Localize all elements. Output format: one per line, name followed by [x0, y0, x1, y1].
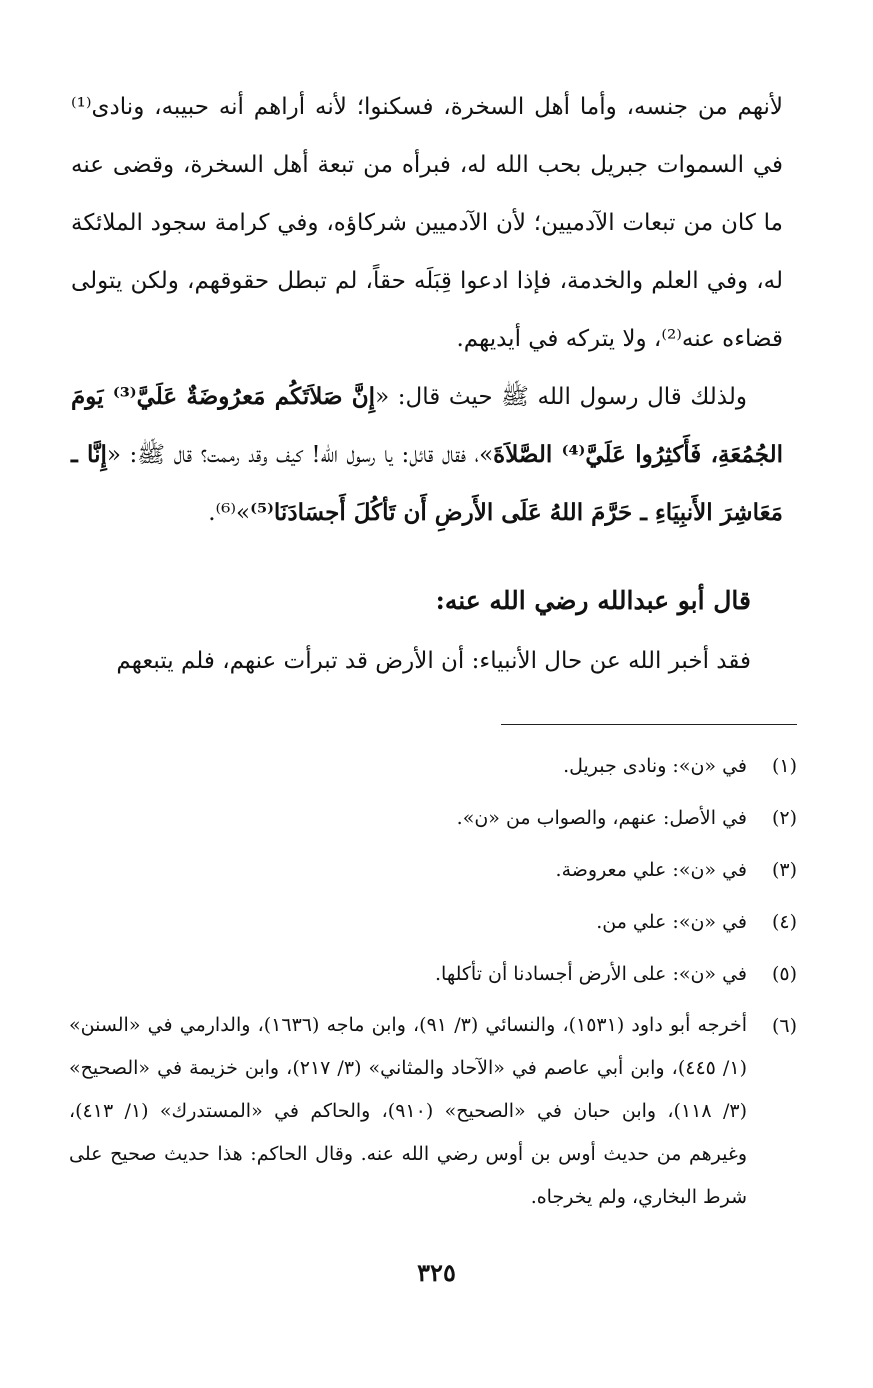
page-number: ٣٢٥	[417, 1258, 456, 1287]
footnote-text: في «ن»: ونادى جبريل.	[563, 755, 747, 777]
footnote-4	[69, 896, 797, 948]
footnote-number: (٣)	[771, 859, 797, 881]
footnote-text: في «ن»: على الأرض أجسادنا أن تأكلها.	[434, 963, 747, 985]
footnote-text: أخرجه أبو داود (١٥٣١)، والنسائي (٣/ ٩١)، وابن ماجه (١٦٣٦)، والدارمي في «السنن» (١/ ٤٤٥)، وابن أبي عاصم في «الآحاد والمثاني» (٣/ ٢١٧)، وابن خزيمة في «الصحيح» (٣/ ١١٨)، وابن حبان في «الصحيح» (٩١٠)، والحاكم في «المستدرك» (١/ ٤١٣)، وغيرهم من حديث أوس بن أوس رضي الله عنه. وقال الحاكم: هذا حديث صحيح على شرط البخاري، ولم يخرجاه.	[69, 1014, 747, 1208]
hadith-quote-1: إِنَّ صَلاَتَكُم مَعرُوضَةٌ عَلَيَّ⁽³⁾ يَومَ الجُمُعَةِ، فَأَكثِرُوا عَلَيَّ⁽⁴⁾ الصَّلاَةَ	[71, 383, 783, 468]
footnote-number: (٦)	[771, 1015, 797, 1037]
footnote-6	[69, 1000, 797, 1219]
footnote-2	[69, 792, 797, 844]
footnote-5	[69, 948, 797, 1000]
hadith-quote-2: إِنَّا ـ مَعَاشِرَ الأَنبِيَاءِ ـ حَرَّمَ اللهُ عَلَى الأَرضِ أَن تَأكُلَ أَجسَادَنَا⁽⁵⁾	[71, 441, 783, 526]
footnote-number: (٢)	[771, 807, 797, 829]
paragraph-2	[71, 368, 783, 542]
footnote-number: (١)	[771, 755, 797, 777]
footnote-text: في «ن»: علي معروضة.	[555, 859, 747, 881]
paragraph-2-intro: ولذلك قال رسول الله ﷺ حيث قال: «	[375, 384, 747, 410]
footnote-text: في «ن»: علي من.	[596, 911, 747, 933]
paragraph-1: لأنهم من جنسه، وأما أهل السخرة، فسكنوا؛ لأنه أراهم أنه حبيبه، ونادى⁽¹⁾ في السموات جبريل بحب الله له، فبرأه من تبعة أهل السخرة، وقضى عنه ما كان من تبعات الآدميين؛ لأن الآدميين شركاؤه، وفي كرامة سجود الملائكة له، وفي العلم والخدمة، فإذا ادعوا قِبَلَه حقاً، لم تبطل حقوقهم، ولكن يتولى قضاءه عنه⁽²⁾، ولا يتركه في أيديهم.	[71, 94, 783, 352]
paragraph-2-end: »⁽⁶⁾.	[208, 500, 251, 526]
paragraph-3: فقد أخبر الله عن حال الأنبياء: أن الأرض قد تبرأت عنهم، فلم يتبعهم	[116, 648, 751, 674]
footnote-number: (٤)	[771, 911, 797, 933]
section-heading: قال أبو عبدالله رضي الله عنه:	[435, 586, 751, 615]
footnotes	[69, 740, 797, 1219]
footnote-3	[69, 844, 797, 896]
main-text	[71, 78, 783, 542]
paragraph-2-middle: »، فقال قائل: يا رسول الله! كيف وقد رممت؟ قال ﷺ: «	[106, 442, 494, 468]
footnote-text: في الأصل: عنهم، والصواب من «ن».	[456, 807, 747, 829]
footnote-number: (٥)	[771, 963, 797, 985]
footnote-divider	[501, 724, 797, 725]
footnote-1	[69, 740, 797, 792]
